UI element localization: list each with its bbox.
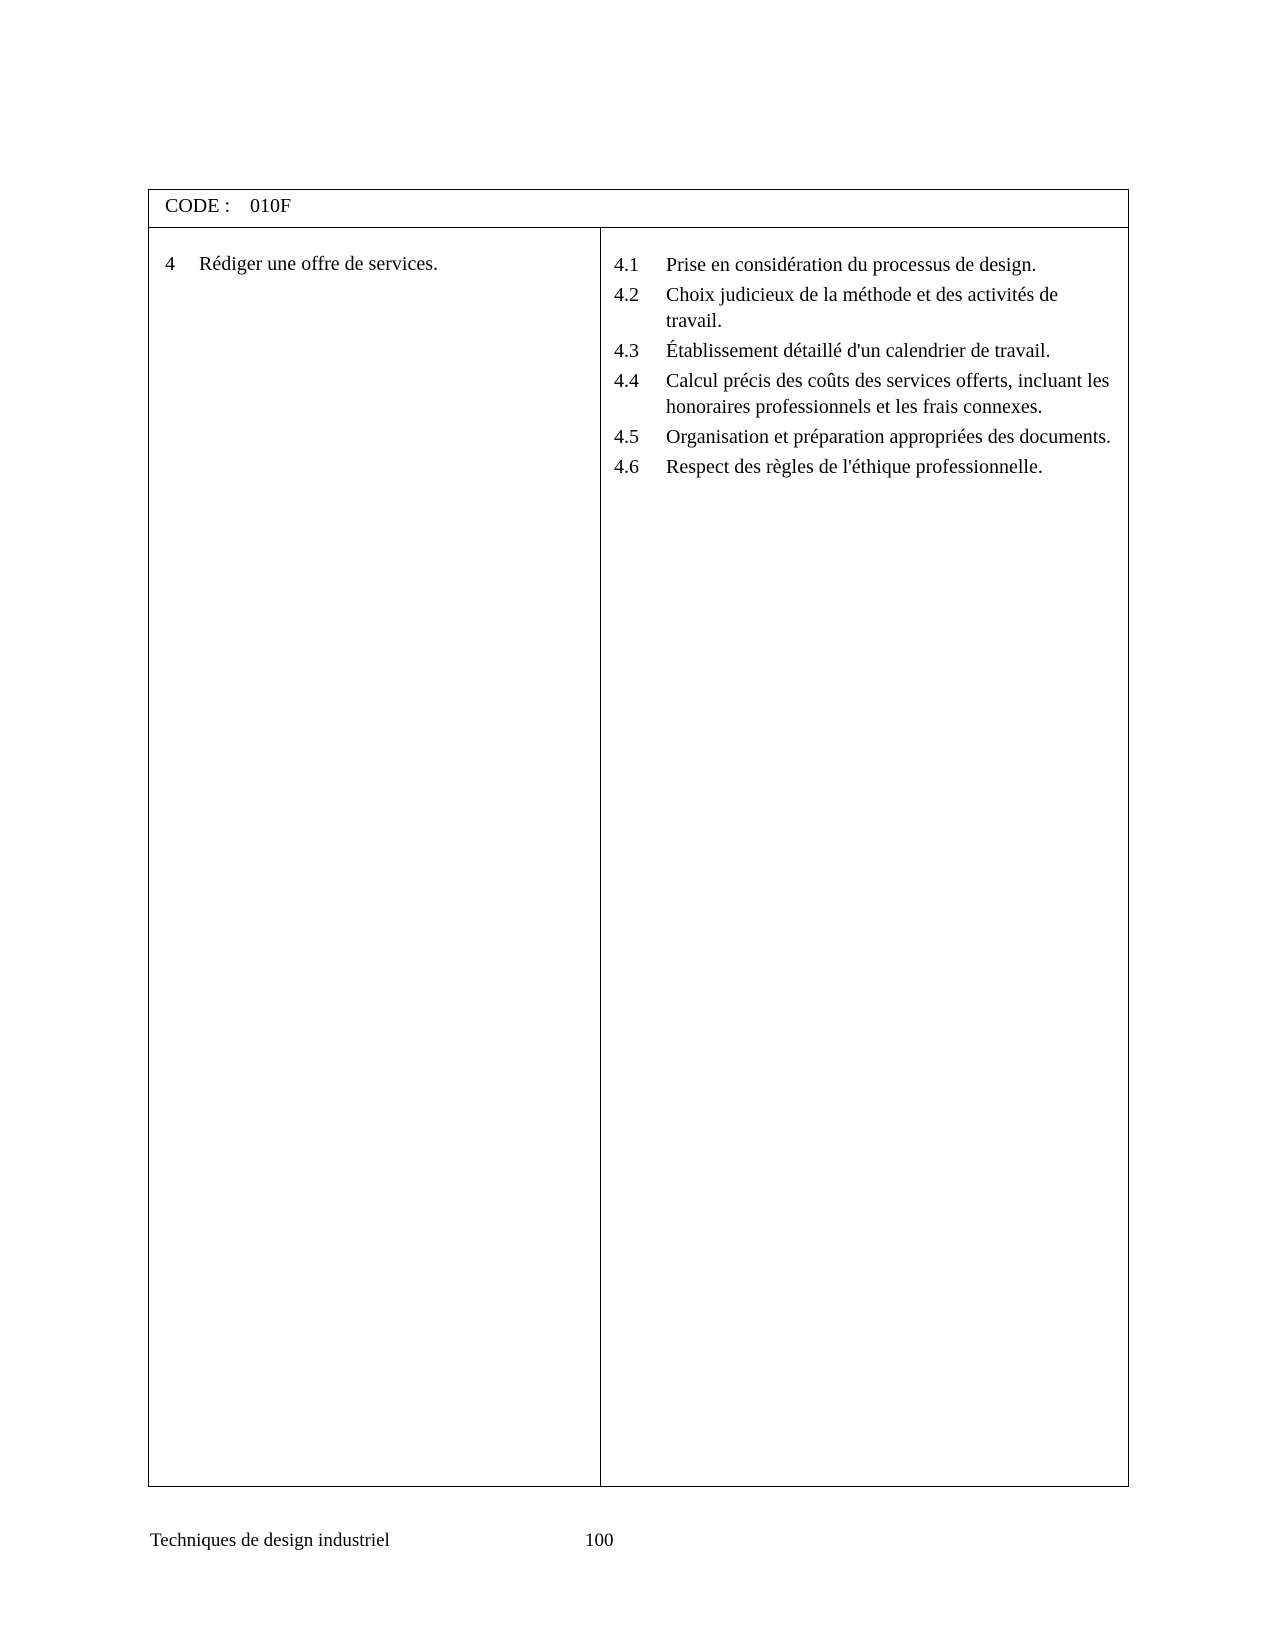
competency-table bbox=[148, 189, 1129, 1487]
criterion-item bbox=[614, 368, 1119, 420]
criterion-text: Prise en considération du processus de design. bbox=[666, 254, 1037, 276]
code-label bbox=[165, 194, 291, 218]
criterion-number: 4.4 bbox=[614, 370, 639, 392]
criterion-item bbox=[614, 338, 1119, 364]
criterion-text: Calcul précis des coûts des services offerts, incluant les honoraires professionnels et les frais connexes. bbox=[666, 370, 1110, 418]
criterion-item bbox=[614, 252, 1119, 278]
criterion-text: Établissement détaillé d'un calendrier de travail. bbox=[666, 340, 1051, 362]
criterion-item bbox=[614, 454, 1119, 480]
criterion-text: Organisation et préparation appropriées des documents. bbox=[666, 426, 1112, 448]
element-of-competency bbox=[165, 252, 438, 276]
page-number: 100 bbox=[585, 1530, 614, 1551]
criterion-text: Choix judicieux de la méthode et des activités de travail. bbox=[666, 284, 1059, 332]
criterion-number: 4.5 bbox=[614, 426, 639, 448]
criterion-text: Respect des règles de l'éthique professionnelle. bbox=[666, 456, 1043, 478]
criterion-number: 4.1 bbox=[614, 254, 639, 276]
footer-program-name: Techniques de design industriel bbox=[150, 1530, 390, 1551]
code-header-row bbox=[149, 190, 1128, 228]
element-number: 4 bbox=[165, 253, 175, 275]
criterion-number: 4.6 bbox=[614, 456, 639, 478]
code-value: 010F bbox=[250, 195, 292, 217]
performance-criteria-list bbox=[614, 252, 1119, 484]
criterion-item bbox=[614, 282, 1119, 334]
column-divider bbox=[600, 228, 601, 1486]
code-label-text: CODE : bbox=[165, 195, 230, 217]
criterion-item bbox=[614, 424, 1119, 450]
page-footer bbox=[150, 1529, 614, 1553]
criterion-number: 4.3 bbox=[614, 340, 639, 362]
criterion-number: 4.2 bbox=[614, 284, 639, 306]
element-text: Rédiger une offre de services. bbox=[199, 253, 438, 275]
